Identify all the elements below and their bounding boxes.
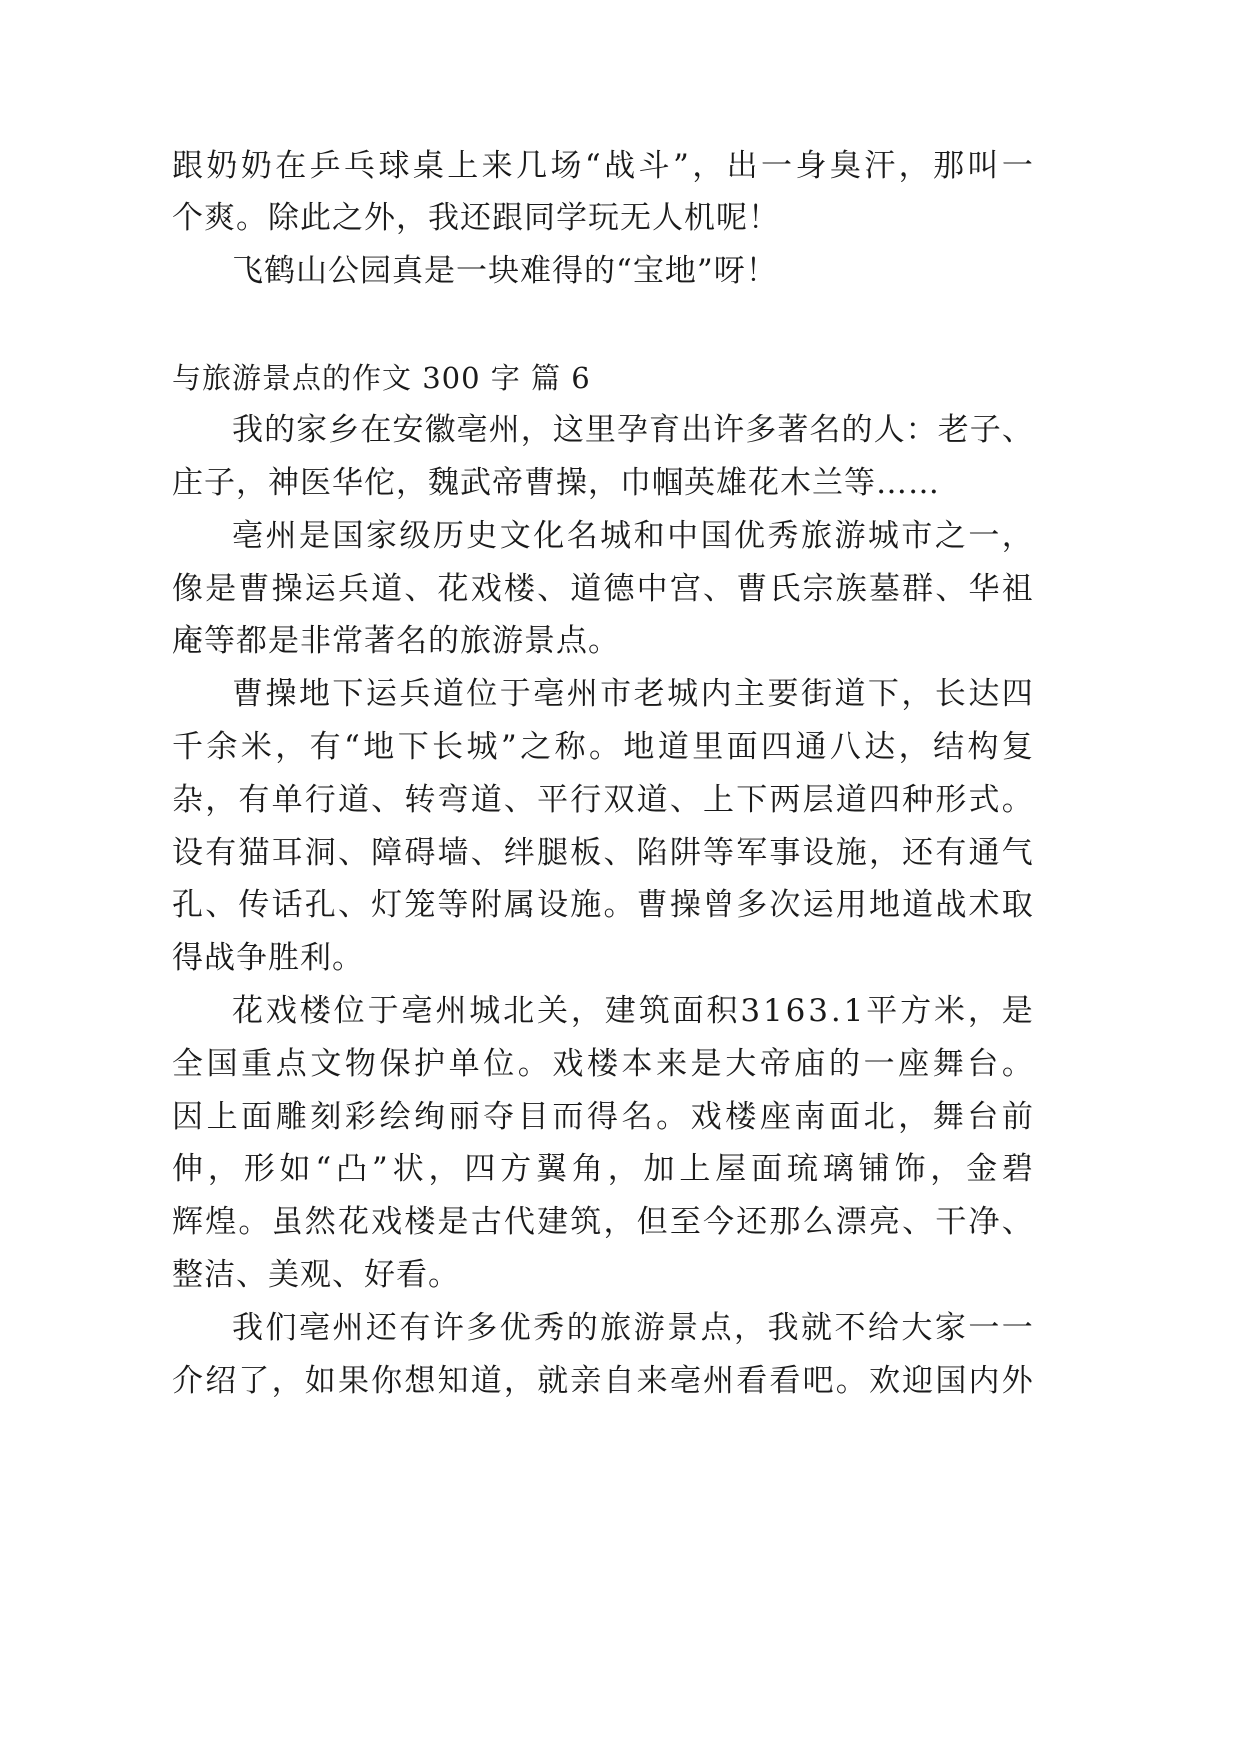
paragraph-line: 伸 ， 形 如 “ 凸 ” 状 ， 四 方 翼 角 ， 加 上 屋 面 琉 璃 铺 饰 ， 金 碧: [172, 1151, 1034, 1187]
paragraph-line: 花 戏 楼 位 于 亳 州 城 北 关 ， 建 筑 面 积 3 1 6 3 . 1 平 方 米 ， 是: [232, 993, 1034, 1029]
paragraph-line: 跟 奶 奶 在 乒 乓 球 桌 上 来 几 场 “ 战 斗 ” ， 出 一 身 臭 汗 ， 那 叫 一: [172, 148, 1034, 184]
paragraph-line: 介 绍 了 ， 如 果 你 想 知 道 ， 就 亲 自 来 亳 州 看 看 吧 。 欢 迎 国 内 外: [172, 1363, 1034, 1399]
paragraph-line: 曹 操 地 下 运 兵 道 位 于 亳 州 市 老 城 内 主 要 街 道 下 ， 长 达 四: [232, 676, 1034, 712]
paragraph-line: 杂 ， 有 单 行 道 、 转 弯 道 、 平 行 双 道 、 上 下 两 层 道 四 种 形 式 。: [172, 782, 1034, 818]
section-heading: 与旅游景点的作文 300 字 篇 6: [172, 361, 591, 395]
paragraph-line: 辉 煌 。 虽 然 花 戏 楼 是 古 代 建 筑 ， 但 至 今 还 那 么 漂 亮 、 干 净 、: [172, 1204, 1034, 1240]
paragraph-line: 个爽。除此之外，我还跟同学玩无人机呢！: [172, 200, 780, 236]
paragraph-line: 全 国 重 点 文 物 保 护 单 位 。 戏 楼 本 来 是 大 帝 庙 的 一 座 舞 台 。: [172, 1046, 1034, 1082]
paragraph-line: 得战争胜利。: [172, 940, 364, 976]
paragraph-line: 庵等都是非常著名的旅游景点。: [172, 623, 620, 659]
paragraph-line: 因 上 面 雕 刻 彩 绘 绚 丽 夺 目 而 得 名 。 戏 楼 座 南 面 北 ， 舞 台 前: [172, 1099, 1034, 1135]
paragraph-line: 我 的 家 乡 在 安 徽 亳 州 ， 这 里 孕 育 出 许 多 著 名 的 人 ： 老 子 、: [232, 412, 1034, 448]
paragraph-line: 我 们 亳 州 还 有 许 多 优 秀 的 旅 游 景 点 ， 我 就 不 给 大 家 一 一: [232, 1310, 1034, 1346]
paragraph-line: 设 有 猫 耳 洞 、 障 碍 墙 、 绊 腿 板 、 陷 阱 等 军 事 设 施 ， 还 有 通 气: [172, 835, 1034, 871]
paragraph-line: 像 是 曹 操 运 兵 道 、 花 戏 楼 、 道 德 中 宫 、 曹 氏 宗 族 墓 群 、 华 祖: [172, 571, 1034, 607]
paragraph-line: 飞鹤山公园真是一块难得的“宝地”呀！: [232, 253, 778, 289]
paragraph-line: 庄子，神医华佗，魏武帝曹操，巾帼英雄花木兰等……: [172, 465, 940, 501]
paragraph-line: 孔 、 传 话 孔 、 灯 笼 等 附 属 设 施 。 曹 操 曾 多 次 运 用 地 道 战 术 取: [172, 887, 1034, 923]
paragraph-line: 千 余 米 ， 有 “ 地 下 长 城 ” 之 称 。 地 道 里 面 四 通 八 达 ， 结 构 复: [172, 729, 1034, 765]
paragraph-line: 整洁、美观、好看。: [172, 1257, 460, 1293]
paragraph-line: 亳 州 是 国 家 级 历 史 文 化 名 城 和 中 国 优 秀 旅 游 城 市 之 一 ，: [232, 518, 1034, 554]
